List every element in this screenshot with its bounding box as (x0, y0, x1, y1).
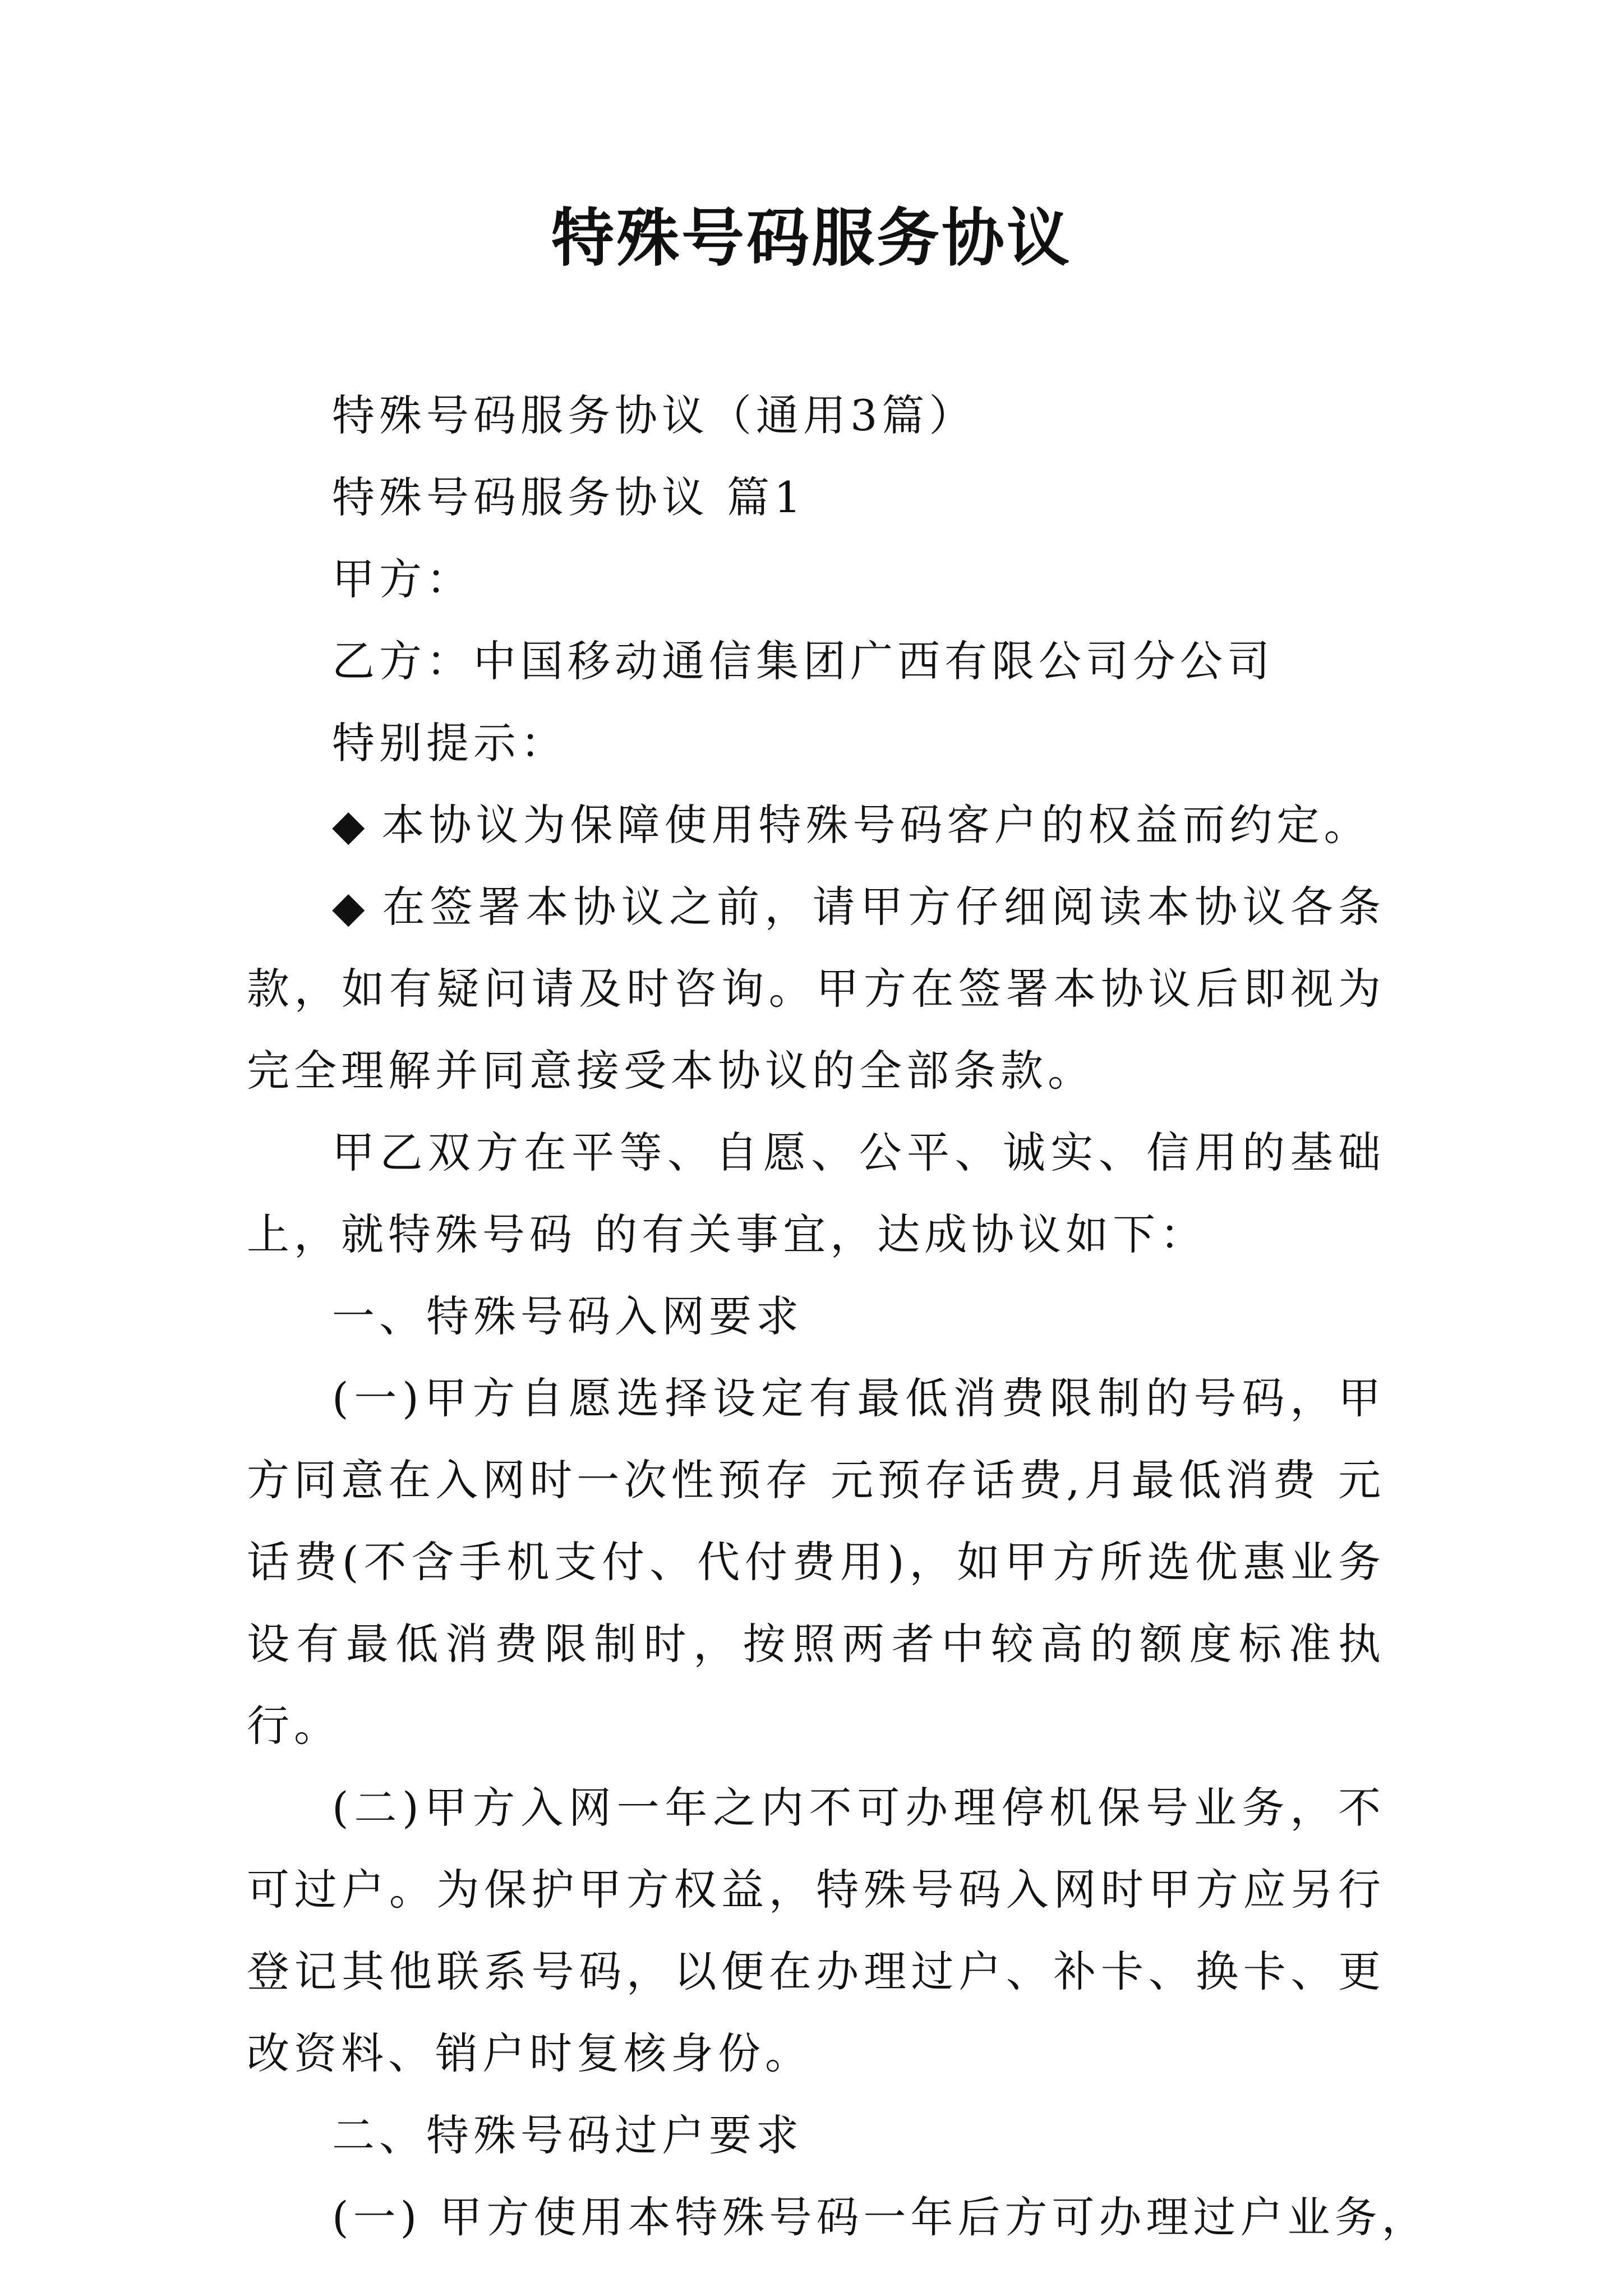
paragraph-special-notice-label: 特别提示： (332, 718, 568, 768)
notice-item-1-text: 本协议为保障使用特殊号码客户的权益而约定。 (381, 800, 1371, 850)
paragraph-section-heading: 特殊号码服务协议 篇1 (332, 472, 806, 522)
paragraph-agreement-intro: 甲乙双方在平等、自愿、公平、诚实、信用的基础上，就特殊号码 的有关事宜，达成协议如下： (247, 1128, 1385, 1259)
diamond-bullet-icon: ◆ (332, 800, 370, 850)
paragraph-notice-item-2 (247, 866, 1385, 1112)
document-title: 特殊号码服务协议 (551, 201, 1072, 275)
paragraph-clause-1-2: (二)甲方入网一年之内不可办理停机保号业务，不可过户。为保护甲方权益，特殊号码入网时甲方应另行登记其他联系号码，以便在办理过户、补卡、换卡、更改资料、销户时复核身份。 (247, 1783, 1385, 2078)
document-body (247, 375, 1429, 2258)
notice-item-2-text: 在签署本协议之前，请甲方仔细阅读本协议各条款，如有疑问请及时咨询。甲方在签署本协议后即视为完全理解并同意接受本协议的全部条款。 (247, 882, 1385, 1096)
paragraph-clause-2-1: (一) 甲方使用本特殊号码一年后方可办理过户业务， (332, 2192, 1429, 2242)
paragraph-notice-item-1 (247, 784, 1385, 866)
paragraph-subtitle: 特殊号码服务协议（通用3篇） (332, 390, 976, 440)
paragraph-heading-2: 二、特殊号码过户要求 (332, 2110, 803, 2160)
paragraph-party-b: 乙方：中国移动通信集团广西有限公司分公司 (332, 636, 1274, 686)
diamond-bullet-icon: ◆ (332, 882, 370, 932)
paragraph-clause-1-1: (一)甲方自愿选择设定有最低消费限制的号码，甲方同意在入网时一次性预存 元预存话费,月最低消费 元话费(不含手机支付、代付费用)，如甲方所选优惠业务设有最低消费限制时，按照两者中较高的额度标准执行。 (247, 1373, 1385, 1751)
paragraph-party-a: 甲方： (332, 554, 473, 604)
paragraph-heading-1: 一、特殊号码入网要求 (332, 1291, 803, 1341)
